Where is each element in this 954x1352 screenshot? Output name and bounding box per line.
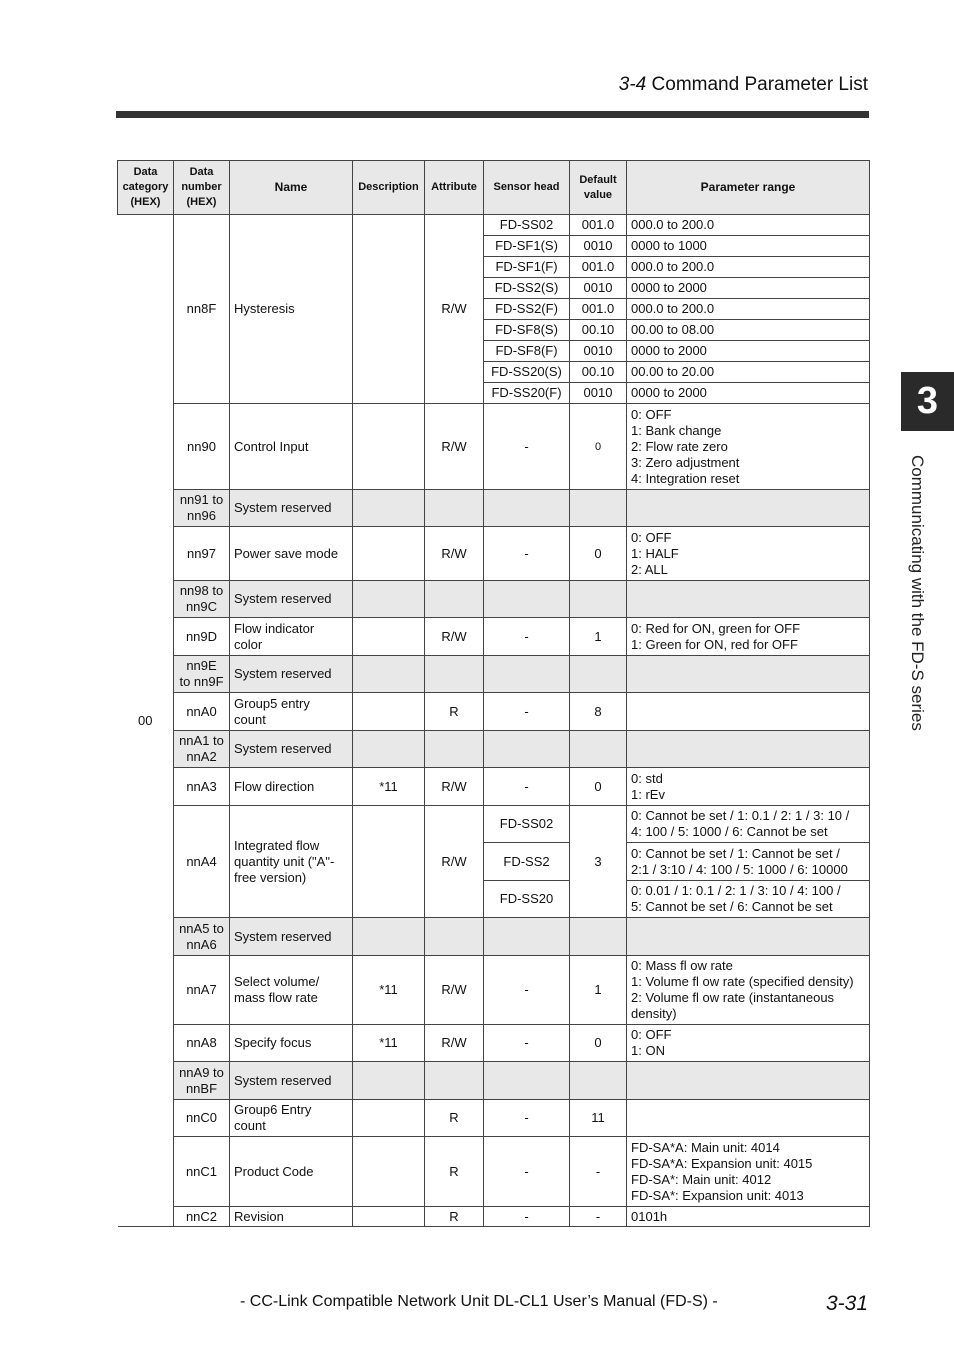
data-number-cell: nnA5 to nnA6: [174, 918, 230, 956]
sensor-head-cell: FD-SS20: [484, 881, 570, 918]
default-cell: 0: [570, 404, 627, 490]
reserved-row: [118, 490, 870, 527]
reserved-row: [118, 1062, 870, 1100]
range-cell: 0: Red for ON, green for OFF 1: Green for ON, red for OFF: [627, 618, 870, 656]
default-cell: 00.10: [570, 362, 627, 383]
default-cell: 8: [570, 693, 627, 731]
data-number-cell: nnA4: [174, 806, 230, 918]
data-number-cell: nn91 to nn96: [174, 490, 230, 527]
name-cell: Flow direction: [230, 768, 353, 806]
sensor-head-cell: -: [484, 1137, 570, 1207]
name-cell: Integrated flow quantity unit ("A"- free version): [230, 806, 353, 918]
description-cell: [353, 1100, 425, 1137]
sensor-head-cell: -: [484, 956, 570, 1025]
name-cell: Control Input: [230, 404, 353, 490]
sensor-head-cell: FD-SS2: [484, 843, 570, 881]
description-cell: [353, 693, 425, 731]
page-header: [619, 74, 868, 96]
sensor-head-cell: FD-SS02: [484, 215, 570, 236]
range-cell: 0: OFF 1: Bank change 2: Flow rate zero 3: Zero adjustment 4: Integration reset: [627, 404, 870, 490]
range-cell: 0: Mass fl ow rate 1: Volume fl ow rate (specified density) 2: Volume fl ow rate (instantaneous density): [627, 956, 870, 1025]
data-number-cell: nn9D: [174, 618, 230, 656]
sensor-head-cell: FD-SF1(S): [484, 236, 570, 257]
attribute-cell: R/W: [425, 768, 484, 806]
table-row: [118, 1025, 870, 1062]
range-cell: 0: Cannot be set / 1: 0.1 / 2: 1 / 3: 10 / 4: 100 / 5: 1000 / 6: Cannot be set: [627, 806, 870, 843]
command-parameter-table: [117, 160, 870, 1227]
col-header-name: Name: [230, 161, 353, 215]
chapter-tab[interactable]: 3: [901, 372, 954, 431]
chapter-tab-label: Communicating with the FD-S series: [908, 455, 927, 731]
table-row: [118, 618, 870, 656]
range-cell: 0000 to 1000: [627, 236, 870, 257]
default-cell: 00.10: [570, 320, 627, 341]
description-cell: [353, 527, 425, 581]
data-number-cell: nnA0: [174, 693, 230, 731]
table-row: [118, 215, 870, 236]
attribute-cell: R: [425, 1137, 484, 1207]
name-cell: System reserved: [230, 731, 353, 768]
name-cell: Flow indicator color: [230, 618, 353, 656]
default-cell: -: [570, 1207, 627, 1227]
data-number-cell: nnA1 to nnA2: [174, 731, 230, 768]
sensor-head-cell: FD-SS20(F): [484, 383, 570, 404]
section-number: 3-4: [618, 74, 647, 95]
footer-manual-title: - CC-Link Compatible Network Unit DL-CL1 User’s Manual (FD-S) -: [240, 1293, 718, 1310]
attribute-cell: R/W: [425, 1025, 484, 1062]
data-number-cell: nnA7: [174, 956, 230, 1025]
default-cell: 11: [570, 1100, 627, 1137]
attribute-cell: R/W: [425, 215, 484, 404]
name-cell: Revision: [230, 1207, 353, 1227]
sensor-head-cell: FD-SS2(S): [484, 278, 570, 299]
default-cell: 001.0: [570, 257, 627, 278]
sensor-head-cell: FD-SF1(F): [484, 257, 570, 278]
description-cell: [353, 215, 425, 404]
sensor-head-cell: -: [484, 1100, 570, 1137]
range-cell: 0000 to 2000: [627, 341, 870, 362]
sensor-head-cell: -: [484, 768, 570, 806]
sensor-head-cell: -: [484, 1207, 570, 1227]
col-header-range: Parameter range: [627, 161, 870, 215]
col-header-category: Data category (HEX): [118, 161, 174, 215]
header-rule: [116, 111, 869, 118]
range-cell: 0: OFF 1: ON: [627, 1025, 870, 1062]
default-cell: 001.0: [570, 215, 627, 236]
sensor-head-cell: -: [484, 618, 570, 656]
default-cell: 1: [570, 956, 627, 1025]
range-cell: [627, 693, 870, 731]
table-row: [118, 404, 870, 490]
sensor-head-cell: FD-SF8(S): [484, 320, 570, 341]
col-header-number: Data number (HEX): [174, 161, 230, 215]
page-number: 3-31: [825, 1292, 868, 1315]
data-number-cell: nn98 to nn9C: [174, 581, 230, 618]
sensor-head-cell: FD-SS2(F): [484, 299, 570, 320]
data-number-cell: nn8F: [174, 215, 230, 404]
default-cell: -: [570, 1137, 627, 1207]
sensor-head-cell: FD-SS20(S): [484, 362, 570, 383]
default-cell: 001.0: [570, 299, 627, 320]
attribute-cell: R: [425, 1207, 484, 1227]
default-cell: 0010: [570, 341, 627, 362]
range-cell: 000.0 to 200.0: [627, 215, 870, 236]
range-cell: 00.00 to 08.00: [627, 320, 870, 341]
description-cell: *11: [353, 956, 425, 1025]
name-cell: Hysteresis: [230, 215, 353, 404]
name-cell: System reserved: [230, 490, 353, 527]
name-cell: Specify focus: [230, 1025, 353, 1062]
name-cell: Product Code: [230, 1137, 353, 1207]
table-row: [118, 1207, 870, 1227]
table-row: [118, 768, 870, 806]
default-cell: 0010: [570, 236, 627, 257]
col-header-sensor-head: Sensor head: [484, 161, 570, 215]
reserved-row: [118, 731, 870, 768]
table-row: [118, 1137, 870, 1207]
range-cell: FD-SA*A: Main unit: 4014 FD-SA*A: Expansion unit: 4015 FD-SA*: Main unit: 4012 FD-SA*: Expansion unit: 4013: [627, 1137, 870, 1207]
data-number-cell: nn90: [174, 404, 230, 490]
range-cell: 0: 0.01 / 1: 0.1 / 2: 1 / 3: 10 / 4: 100 / 5: Cannot be set / 6: Cannot be set: [627, 881, 870, 918]
table-row: [118, 806, 870, 843]
attribute-cell: R/W: [425, 618, 484, 656]
table-header-row: [118, 161, 870, 215]
default-cell: 0010: [570, 383, 627, 404]
sensor-head-cell: -: [484, 693, 570, 731]
range-cell: 0: std 1: rEv: [627, 768, 870, 806]
name-cell: Select volume/ mass flow rate: [230, 956, 353, 1025]
data-number-cell: nn97: [174, 527, 230, 581]
attribute-cell: R/W: [425, 527, 484, 581]
name-cell: Group5 entry count: [230, 693, 353, 731]
data-number-cell: nn9E to nn9F: [174, 656, 230, 693]
default-cell: 3: [570, 806, 627, 918]
default-cell: 0: [570, 1025, 627, 1062]
description-cell: *11: [353, 768, 425, 806]
data-number-cell: nnA9 to nnBF: [174, 1062, 230, 1100]
range-cell: 0: Cannot be set / 1: Cannot be set / 2:1 / 3:10 / 4: 100 / 5: 1000 / 6: 10000: [627, 843, 870, 881]
data-number-cell: nnC1: [174, 1137, 230, 1207]
reserved-row: [118, 581, 870, 618]
name-cell: Group6 Entry count: [230, 1100, 353, 1137]
description-cell: [353, 1207, 425, 1227]
default-cell: 1: [570, 618, 627, 656]
sensor-head-cell: -: [484, 1025, 570, 1062]
attribute-cell: R: [425, 1100, 484, 1137]
table-row: [118, 1100, 870, 1137]
col-header-description: Description: [353, 161, 425, 215]
name-cell: System reserved: [230, 656, 353, 693]
sensor-head-cell: FD-SS02: [484, 806, 570, 843]
range-cell: 000.0 to 200.0: [627, 299, 870, 320]
attribute-cell: R/W: [425, 806, 484, 918]
range-cell: 000.0 to 200.0: [627, 257, 870, 278]
reserved-row: [118, 918, 870, 956]
attribute-cell: R/W: [425, 956, 484, 1025]
name-cell: System reserved: [230, 1062, 353, 1100]
range-cell: 0101h: [627, 1207, 870, 1227]
range-cell: 00.00 to 20.00: [627, 362, 870, 383]
data-number-cell: nnA8: [174, 1025, 230, 1062]
range-cell: [627, 1100, 870, 1137]
range-cell: 0: OFF 1: HALF 2: ALL: [627, 527, 870, 581]
default-cell: 0: [570, 768, 627, 806]
range-cell: 0000 to 2000: [627, 278, 870, 299]
default-cell: 0: [570, 527, 627, 581]
description-cell: *11: [353, 1025, 425, 1062]
name-cell: Power save mode: [230, 527, 353, 581]
sensor-head-cell: FD-SF8(F): [484, 341, 570, 362]
attribute-cell: R: [425, 693, 484, 731]
col-header-default: Default value: [570, 161, 627, 215]
name-cell: System reserved: [230, 918, 353, 956]
sensor-head-cell: -: [484, 527, 570, 581]
table-row: [118, 693, 870, 731]
data-number-cell: nnC0: [174, 1100, 230, 1137]
description-cell: [353, 618, 425, 656]
description-cell: [353, 1137, 425, 1207]
section-title: Command Parameter List: [651, 74, 868, 95]
data-number-cell: nnC2: [174, 1207, 230, 1227]
reserved-row: [118, 656, 870, 693]
default-cell: 0010: [570, 278, 627, 299]
table-row: [118, 956, 870, 1025]
col-header-attribute: Attribute: [425, 161, 484, 215]
description-cell: [353, 806, 425, 918]
name-cell: System reserved: [230, 581, 353, 618]
description-cell: [353, 404, 425, 490]
data-category-cell: 00: [118, 215, 174, 1227]
data-number-cell: nnA3: [174, 768, 230, 806]
table-row: [118, 527, 870, 581]
range-cell: 0000 to 2000: [627, 383, 870, 404]
attribute-cell: R/W: [425, 404, 484, 490]
sensor-head-cell: -: [484, 404, 570, 490]
